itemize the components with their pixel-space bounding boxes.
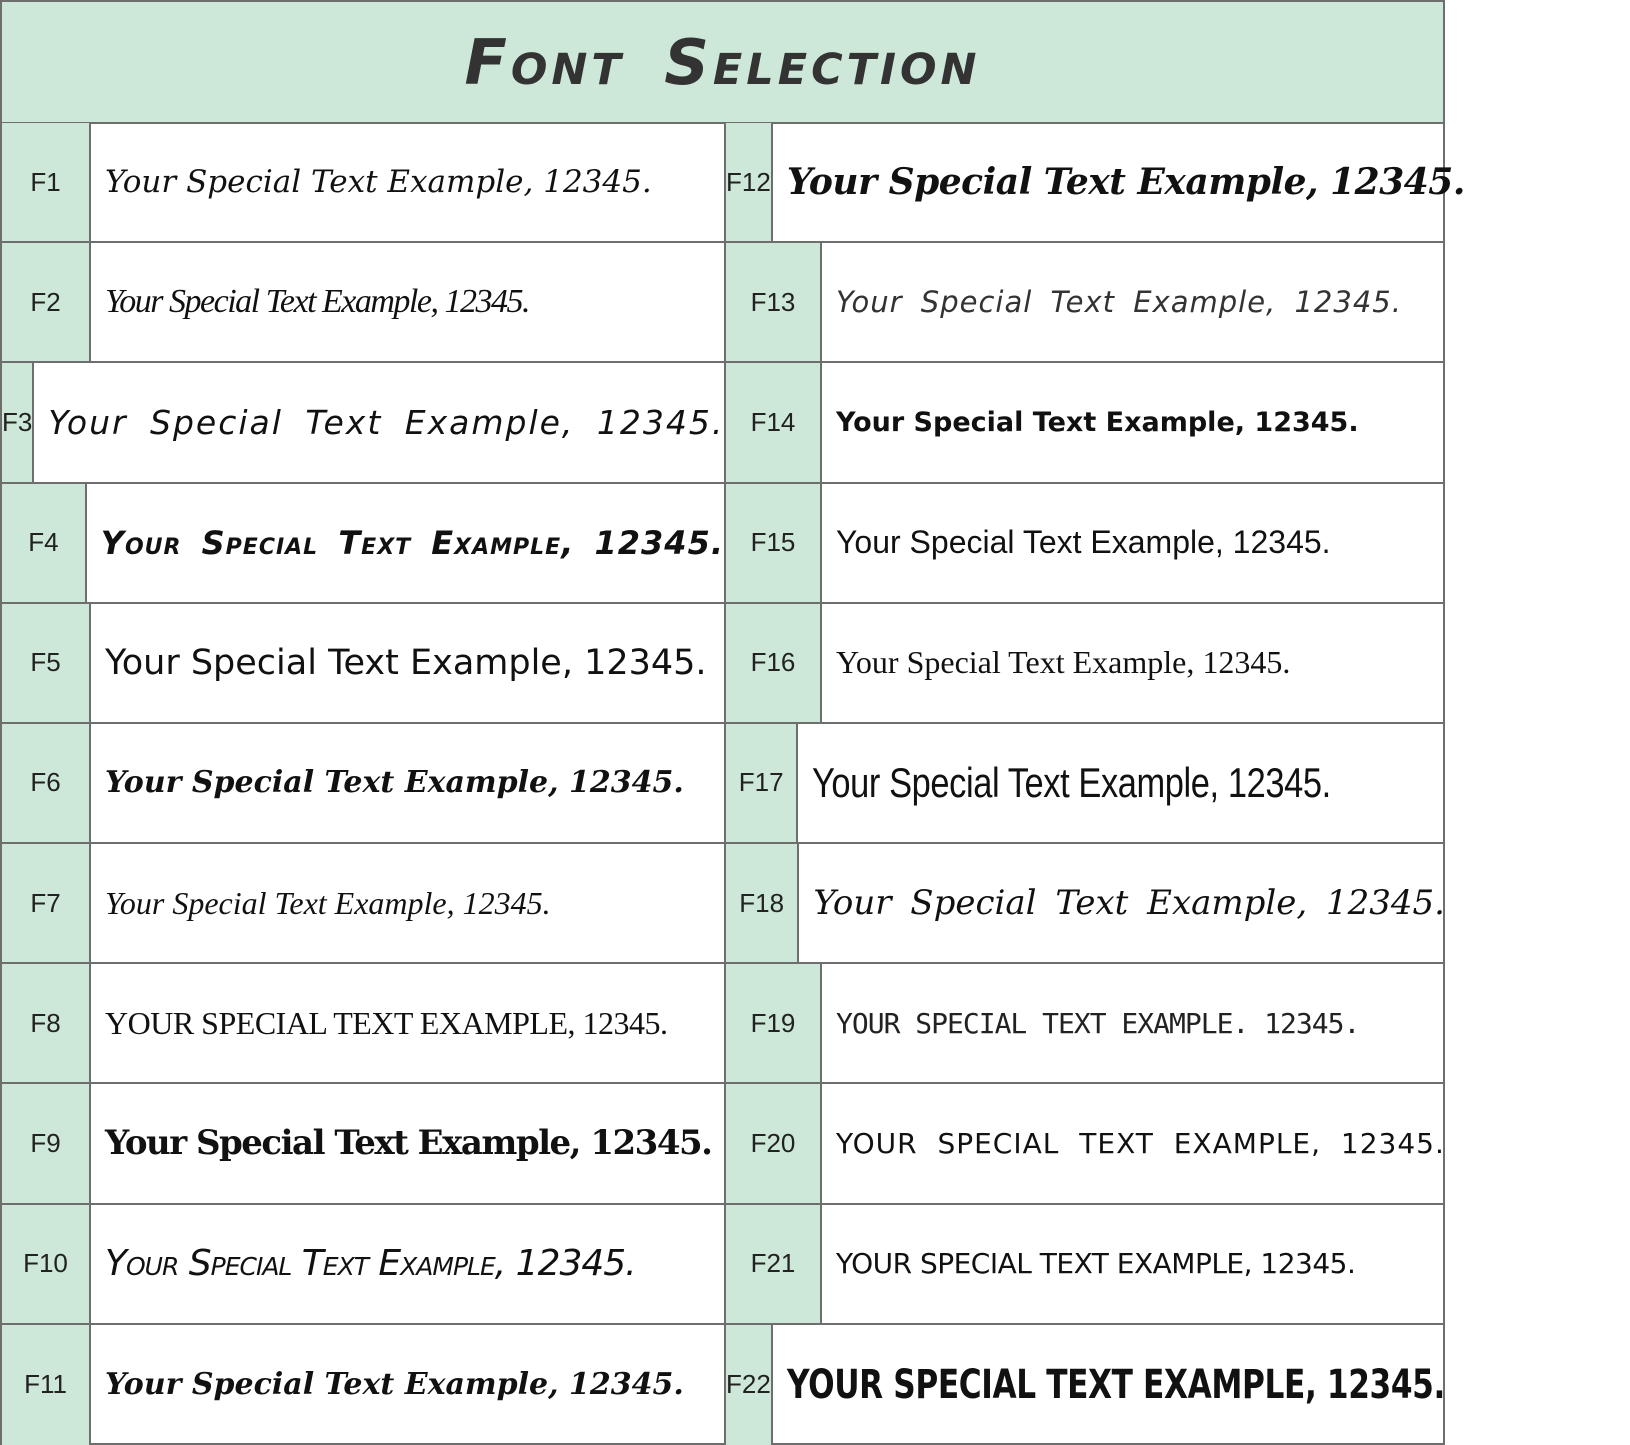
font-sample: Your Special Text Example, 12345. — [836, 285, 1402, 320]
font-code: F15 — [726, 484, 822, 602]
font-sample: Your Special Text Example, 12345. — [813, 883, 1445, 924]
font-code: F11 — [2, 1325, 91, 1445]
font-row[interactable] — [2, 844, 724, 964]
font-code: F20 — [726, 1084, 822, 1202]
font-code: F12 — [726, 123, 773, 241]
font-sample: Your Special Text Example, 12345. — [812, 758, 1332, 806]
font-code: F9 — [2, 1084, 91, 1202]
font-row[interactable] — [2, 123, 724, 243]
font-code: F2 — [2, 243, 91, 361]
font-sample: Your Special Text Example, 12345. — [105, 1367, 684, 1403]
font-sample-wrapper — [773, 1325, 1630, 1445]
font-code: F17 — [726, 724, 798, 842]
font-row[interactable] — [2, 1325, 724, 1445]
font-code: F14 — [726, 363, 822, 481]
font-sample: Your Special Text Example, 12345. — [105, 642, 707, 683]
font-row[interactable] — [726, 964, 1445, 1084]
font-row[interactable] — [726, 1325, 1445, 1445]
font-sample: YOUR SPECIAL TEXT EXAMPLE, 12345. — [836, 1247, 1356, 1281]
font-code: F3 — [2, 363, 34, 481]
font-sample: Your Special Text Example, 12345. — [48, 402, 725, 442]
font-row[interactable] — [2, 363, 724, 483]
font-row[interactable] — [726, 484, 1445, 604]
page-title: Font Selection — [464, 25, 981, 99]
font-row[interactable] — [2, 604, 724, 724]
font-code: F5 — [2, 604, 91, 722]
font-code: F7 — [2, 844, 91, 962]
font-code: F6 — [2, 724, 91, 842]
font-sample: Your Special Text Example, 12345. — [105, 765, 684, 801]
font-row[interactable] — [726, 363, 1445, 483]
font-row[interactable] — [726, 844, 1445, 964]
font-code: F13 — [726, 243, 822, 361]
font-row[interactable] — [726, 123, 1465, 243]
font-row[interactable] — [2, 964, 724, 1084]
font-column-right — [724, 123, 1465, 1445]
font-row[interactable] — [2, 1084, 724, 1204]
font-sample: Your Special Text Example, 12345. — [836, 644, 1291, 681]
font-code: F10 — [2, 1205, 91, 1323]
font-row[interactable] — [2, 1205, 724, 1325]
font-code: F19 — [726, 964, 822, 1082]
font-code: F22 — [726, 1325, 773, 1445]
font-sample: YOUR SPECIAL TEXT EXAMPLE. 12345. — [836, 1006, 1360, 1040]
font-column-left — [2, 123, 724, 1445]
font-sample: Your Special Text Example, 12345. — [836, 524, 1331, 561]
font-row[interactable] — [726, 1205, 1445, 1325]
font-sample: Your Special Text Example, 12345. — [836, 406, 1359, 438]
font-sample: YOUR SPECIAL TEXT EXAMPLE, 12345. — [836, 1126, 1445, 1160]
font-sample: YOUR SPECIAL TEXT EXAMPLE, 12345. — [786, 1361, 1445, 1408]
font-code: F16 — [726, 604, 822, 722]
font-code: F21 — [726, 1205, 822, 1323]
font-sample-wrapper — [798, 724, 1445, 842]
font-row[interactable] — [726, 243, 1445, 363]
font-row[interactable] — [726, 1084, 1445, 1204]
font-code: F8 — [2, 964, 91, 1082]
font-sample: Your Special Text Example, 12345. — [105, 1123, 712, 1164]
font-code: F4 — [2, 484, 87, 602]
font-sample: YOUR SPECIAL TEXT EXAMPLE, 12345. — [105, 1004, 668, 1041]
font-sample: Your Special Text Example, 12345. — [105, 164, 652, 201]
font-row[interactable] — [726, 724, 1445, 844]
font-code: F18 — [726, 844, 799, 962]
font-sample: Your Special Text Example, 12345. — [105, 884, 551, 921]
font-row[interactable] — [726, 604, 1445, 724]
font-row[interactable] — [2, 724, 724, 844]
font-sample: Your Special Text Example, 12345. — [105, 1243, 636, 1285]
font-row[interactable] — [2, 484, 724, 604]
font-row[interactable] — [2, 243, 724, 363]
font-sample: Your Special Text Example, 12345. — [105, 283, 529, 321]
font-code: F1 — [2, 123, 91, 241]
font-sample: Your Special Text Example, 12345. — [786, 161, 1465, 204]
header-bar — [2, 2, 1443, 124]
font-sample: Your Special Text Example, 12345. — [100, 523, 724, 562]
